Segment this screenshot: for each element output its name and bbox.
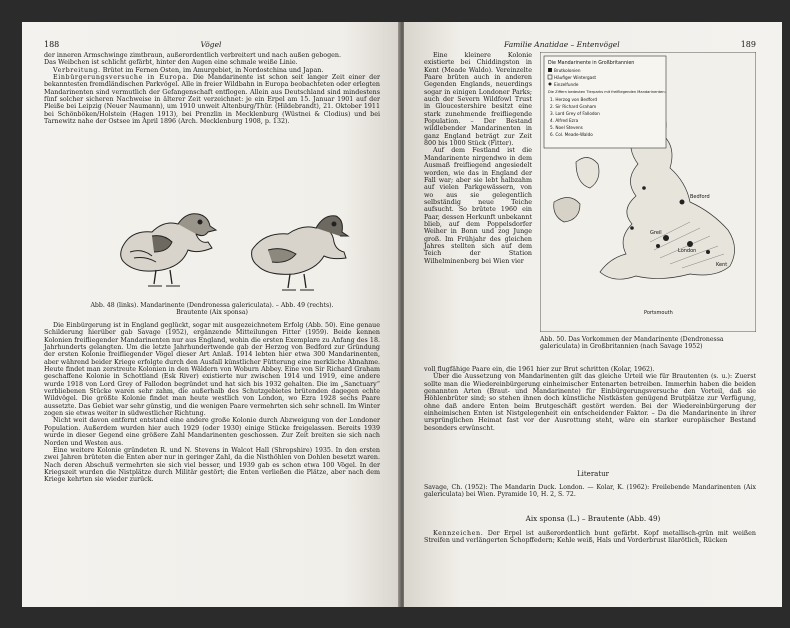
page-number-right: 189 bbox=[740, 40, 756, 49]
literature-heading: Literatur bbox=[576, 470, 610, 478]
intro-line: der inneren Armschwinge zimtbraun, außerordentlich verbreitert und nach außen gebogen. bbox=[44, 52, 342, 59]
right-page bbox=[404, 22, 782, 607]
map-place-label: Kent bbox=[716, 262, 728, 268]
map-place-label: Portsmouth bbox=[644, 310, 673, 316]
map-legend-item: Einzelfunde bbox=[554, 82, 579, 87]
literature-text bbox=[424, 484, 756, 498]
map-place-label: Bedford bbox=[690, 194, 710, 200]
paragraph-text: Die Mandarinente ist schon seit langer Zeit einer der bekanntesten fremdländischen Parkvögel. Alle in freier Wildbahn in Europa beobachteten oder erlegten Mandarinenten sind vermutlich der Gefangenschaft entflogen. Allein aus Deutschland sind mindestens fünf solcher sicheren Nachweise in älterer Zeit verzeichnet: je ein Erpel am 15. Januar 1901 auf der Pleiße bei Leipzig (Neuer Naumann), um 1910 unweit Altenburg/Thür. (Hildebrandt), 21. Oktober 1911 bei Schönböken/Holstein (Hagen 1913), bei Prenzlin in Mecklenburg (Wüstnei & Clodius) und bei Tarnewitz nahe der Ostsee im April 1896 (Arch. Mecklenburg 1908, p. 132). bbox=[44, 74, 380, 126]
paragraph: Eine kleinere Kolonie existierte bei Chiddingston in Kent (Meade Waldo). Vereinzelte Paare brüten auch in anderen Gegenden Englands, neuerdings sogar in einigen Londoner Parks; auch der Severn Wildfowl Trust in Gloucestershire besitzt eine stark zunehmende freifliegende Population. – Der Bestand wildlebender Mandarinenten in ganz England beträgt zur Zeit 800 bis 1000 Stück (Fitter). bbox=[424, 52, 532, 148]
species-paragraph bbox=[424, 530, 756, 545]
species-heading: Aix sponsa (L.) – Brautente (Abb. 49) bbox=[525, 514, 661, 523]
paragraph: voll flugfähige Paare ein, die 1961 hier zur Brut schritten (Kolar, 1962). bbox=[424, 366, 655, 373]
paragraph: Nicht weit davon entfernt entstand eine andere große Kolonie durch Abzweigung von der Londoner Population. Außerdem wurden hier auch 1929 (oder 1930) einige Stücke freigelassen. Bereits 1939 wurde in dieser Gegend eine größere Zahl Mandarinenten geschossen. Zur Zeit breiten sie sich nach Norden und Westen aus. bbox=[44, 417, 380, 447]
figure-caption-left bbox=[44, 302, 380, 316]
paragraph: Die Einbürgerung ist in England geglückt, sogar mit ausgezeichnetem Erfolg (Abb. 50). Eine genaue Schilderung hierüber gab Savage (1952), ergänzende Mitteilungen Fitter (1959). Beide kennen Kolonien freifliegender Mandarinenten nur aus England, wohin die ersten Exemplare zu Anfang des 18. Jahrhunderts gelangten. Um die letzte Jahrhundertwende gab der Herzog von Bedford zur Gründung der ersten Kolonie freifliegender Vögel dieser Art Anlaß. 1914 lebten hier etwa 300 Mandarinenten, aber während beider Kriege erfolgte durch den Ausfall künstlicher Fütterung eine merkliche Abnahme. Heute findet man zerstreute Kolonien in den Wäldern von Woburn Abbey. Eine von Sir Richard Graham geschaffene Kolonie in Schottland (Esk River) existierte nur zwischen 1914 und 1919, eine andere wurde 1918 von Lord Grey of Fallodon begründet und hat sich bis 1932 gehalten. Die im „Sanctuary“ verbliebenen Stücke waren sehr zahm, die außerhalb des Schutzgebietes brütenden dagegen echte Wildvögel. Die größte Kolonie findet man heute westlich von London, wo Ezra 1928 sechs Paare aussetzte. Das Gebiet war sehr günstig, und die wenigen Paare vermehrten sich sehr schnell. Im Winter zogen sie etwas weiter in südwestlicher Richtung. bbox=[44, 322, 380, 418]
figure-caption-line: Brautente (Aix sponsa) bbox=[176, 309, 248, 317]
paragraph: Auf dem Festland ist die Mandarinente nirgendwo in dem Ausmaß freifliegend angesiedelt worden, wie das in England der Fall war; aber sie lebt halbzahm auf vielen Parkgewässern, von wo aus sie gelegentlich selbständig neue Teiche aufsucht. So brütete 1960 ein Paar, dessen Herkunft unbekannt blieb, auf dem Poppelsdorfer Weiher in Bonn und zog Junge groß. Im Frühjahr des gleichen Jahres stellten sich auf dem Teich der Station Wilhelminenberg bei Wien vier bbox=[424, 147, 532, 265]
map-legend-item: 4. Alfred Ezra bbox=[550, 118, 579, 123]
map-caption: Abb. 50. Das Vorkommen der Mandarinente (Dendronessa galericulata) in Großbritannien (nach Savage 1952) bbox=[540, 336, 724, 351]
figure-caption-line: Abb. 48 (links). Mandarinente (Dendronessa galericulata). – Abb. 49 (rechts). bbox=[90, 302, 334, 309]
distribution-label: Verbreitung. bbox=[53, 66, 101, 74]
map-legend-item: 5. Noel Stevens bbox=[550, 125, 583, 130]
section-label: Einbürgerungsversuche in Europa. bbox=[53, 74, 189, 82]
running-head-right: Familie Anatidae – Entenvögel bbox=[504, 40, 620, 49]
duck-illustration bbox=[112, 190, 352, 298]
map-legend-item: 2. Sir Richard Graham bbox=[550, 104, 597, 109]
wood-duck-drawing bbox=[252, 216, 348, 290]
paragraph: Eine weitere Kolonie gründeten R. und N. Stevens in Walcot Hall (Shropshire) 1935. In den ersten zwei Jahren brüteten die Enten aber nur in geringer Zahl, da die Nisthöhlen von Dohlen besetzt waren. Nach deren Abschuß vermehrten sie sich viel besser, und 1939 gab es schon etwa 100 Vögel. In der Kriegszeit wurden die Nistplätze durch Militär gestört; die Enten verließen die Plätze, aber nach dem Kriege kehrten sie wieder zurück. bbox=[44, 446, 380, 484]
intro-paragraph bbox=[44, 74, 380, 125]
species-text bbox=[424, 530, 756, 545]
map-legend-item: Die Ziffern bedeuten Tierparks mit freifliegenden Mandarinenten: bbox=[548, 90, 666, 94]
legend-swatch bbox=[549, 83, 552, 86]
left-text-bottom bbox=[44, 322, 380, 484]
distribution-text: Brütet im Fernen Osten, im Amurgebiet, in Nordostchina und Japan. bbox=[100, 66, 324, 74]
right-text-main bbox=[424, 366, 756, 432]
left-text-top bbox=[44, 52, 380, 125]
map-legend-item: 1. Herzog von Bedford bbox=[550, 97, 597, 102]
literature-entry: Savage, Ch. (1952): The Mandarin Duck. London. — Kolar, K. (1962): Freilebende Mandarinenten (Aix galericulata) bei Wien. Pyramide 10, H. 2, S. 72. bbox=[424, 484, 756, 499]
species-label: Kennzeichen. bbox=[433, 530, 484, 537]
intro-line: Das Weibchen ist schlicht gefärbt, hinter den Augen eine schmale weiße Linie. bbox=[44, 59, 298, 67]
map-legend-item: 6. Col. Meade-Waldo bbox=[550, 132, 593, 137]
species-description: Der Erpel ist außerordentlich bunt gefärbt. Kopf metallisch-grün mit weißen Streifen und verlängerten Schopffedern; Kehle weiß, Hals und Vorderbrust lilarötlich, Rücken bbox=[424, 530, 756, 545]
right-column-text bbox=[424, 52, 532, 265]
paragraph: Über die Aussetzung von Mandarinenten gilt das gleiche Urteil wie für Brautenten (s. u.): Zuerst sollte man die Wiedereinbürgerung einheimischer Entenarten betreiben. Immerhin haben die beiden genannten Arten (Braut- und Mandarinente) für Einbürgerungsversuche den Vorteil, daß sie Höhlenbrüter sind; so stehen ihnen doch künstliche Nistkästen genügend Brutplätze zur Verfügung, ohne daß andere Enten beim Brutgeschäft gestört werden. Bei der Wiedereinbürgerung der einheimischen Enten ist Nistgelegenheit ein entscheidender Faktor. – Da die Mandarinente in ihrer ursprünglichen Heimat fast vor der Ausrottung steht, wäre ein starker europäischer Bestand besonders erwünscht. bbox=[424, 373, 756, 432]
map-legend-title: Die Mandarinente in Großbritannien bbox=[548, 61, 635, 66]
map-legend-item: Brutkolonien bbox=[554, 68, 581, 73]
map-place-label: Greil bbox=[650, 230, 662, 236]
map-place-label: London bbox=[678, 248, 697, 254]
map-figure bbox=[540, 52, 756, 332]
page-number-left: 188 bbox=[44, 40, 60, 49]
distribution-paragraph bbox=[44, 67, 380, 74]
mandarin-duck-drawing bbox=[121, 214, 216, 286]
left-page bbox=[22, 22, 400, 607]
map-legend-item: Häufiger Wintergast bbox=[554, 75, 597, 80]
map-legend-item: 3. Lord Grey of Fallodon bbox=[550, 111, 600, 116]
running-head-left: Vögel bbox=[200, 40, 222, 49]
legend-swatch bbox=[548, 68, 552, 72]
book-spread bbox=[22, 22, 782, 607]
